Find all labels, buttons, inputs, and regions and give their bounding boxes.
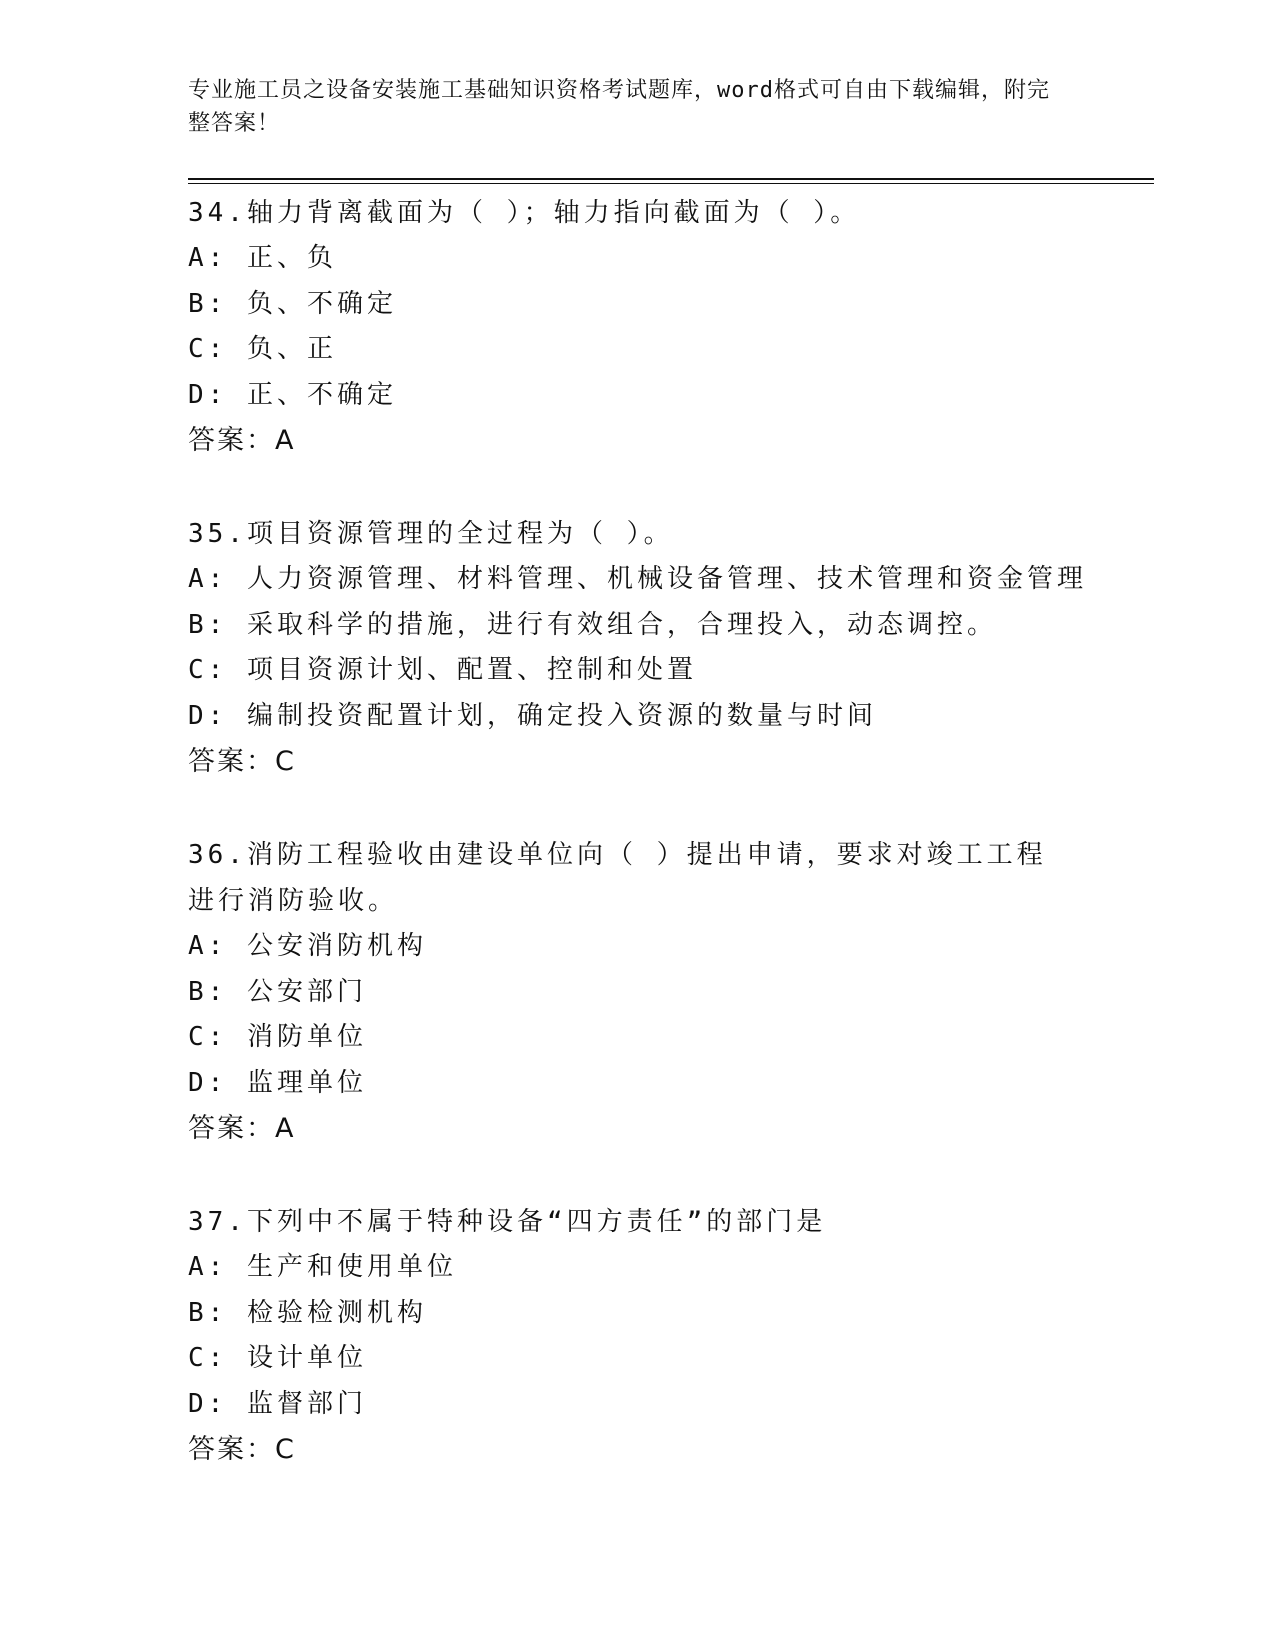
option-c: C: 项目资源计划、配置、控制和处置 xyxy=(188,655,697,685)
option-d: D: 监督部门 xyxy=(188,1388,367,1419)
option-a: A: 生产和使用单位 xyxy=(188,1252,457,1282)
question-37 xyxy=(188,1199,1108,1473)
option-d: D: 监理单位 xyxy=(188,1067,367,1098)
option-b: B: 公安部门 xyxy=(188,976,367,1007)
question-stem: 34.轴力背离截面为（ ）；轴力指向截面为（ ）。 xyxy=(188,198,861,228)
answer-line: 答案：C xyxy=(188,1434,296,1465)
answer-line: 答案：C xyxy=(188,746,296,777)
option-c: C: 负、正 xyxy=(188,334,337,364)
option-d: D: 编制投资配置计划，确定投入资源的数量与时间 xyxy=(188,700,877,731)
question-36 xyxy=(188,832,1108,1152)
option-b: B: 检验检测机构 xyxy=(188,1297,427,1328)
option-a: A: 公安消防机构 xyxy=(188,931,427,961)
question-stem: 35.项目资源管理的全过程为（ ）。 xyxy=(188,519,674,549)
option-c: C: 设计单位 xyxy=(188,1343,367,1373)
question-list xyxy=(188,190,1108,1520)
question-34 xyxy=(188,190,1108,464)
option-c: C: 消防单位 xyxy=(188,1022,367,1052)
answer-line: 答案：A xyxy=(188,425,296,456)
document-header: 专业施工员之设备安装施工基础知识资格考试题库，word格式可自由下载编辑，附完整答案！ xyxy=(188,78,1050,136)
header-divider-thick xyxy=(188,178,1154,180)
option-b: B: 采取科学的措施，进行有效组合，合理投入，动态调控。 xyxy=(188,609,997,640)
question-stem: 37.下列中不属于特种设备“四方责任”的部门是 xyxy=(188,1207,827,1237)
option-d: D: 正、不确定 xyxy=(188,379,397,410)
answer-line: 答案：A xyxy=(188,1113,296,1144)
question-35 xyxy=(188,511,1108,785)
option-a: A: 人力资源管理、材料管理、机械设备管理、技术管理和资金管理 xyxy=(188,564,1087,594)
option-b: B: 负、不确定 xyxy=(188,288,397,319)
header-divider-thin xyxy=(188,183,1154,184)
question-stem: 36.消防工程验收由建设单位向（ ）提出申请，要求对竣工工程进行消防验收。 xyxy=(188,840,1047,916)
option-a: A: 正、负 xyxy=(188,243,337,273)
